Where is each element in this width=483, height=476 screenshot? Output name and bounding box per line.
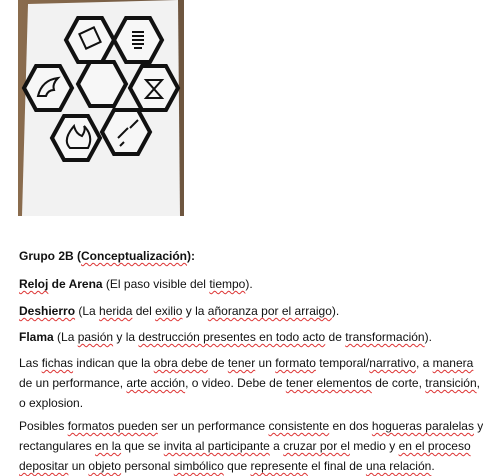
- p1-l2g: ,: [476, 376, 480, 390]
- tile-box: [66, 18, 114, 62]
- tile-wing: [24, 66, 72, 110]
- tile-blank: [78, 62, 126, 106]
- item2-d6: añoranza por el arraigo: [207, 304, 332, 318]
- item3-d5: de: [325, 330, 346, 344]
- p1-l1c: indican que la: [73, 356, 154, 370]
- item3-d7: ).: [424, 330, 432, 344]
- p1-l1e: de: [207, 356, 228, 370]
- item1-name-a: Reloj: [19, 277, 49, 291]
- item2-d2: herida: [99, 304, 133, 318]
- item1-desc-b: tiempo: [209, 277, 246, 291]
- paragraph-fichas: [19, 353, 480, 413]
- item2-d4: exilio: [155, 304, 183, 318]
- p1-l1b: fichas: [41, 356, 74, 370]
- p1-l2a: de un performance,: [19, 376, 127, 390]
- p1-l1d: obra debe: [153, 356, 208, 370]
- tile-flame: [52, 116, 100, 160]
- p2-l3f: que: [223, 459, 251, 473]
- p2-l3h: el final de: [307, 459, 366, 473]
- item2-name: Deshierro: [19, 304, 76, 318]
- tile-chain: [102, 110, 150, 154]
- p2-l3g: represente: [250, 459, 308, 473]
- p2-l2c: que se: [121, 439, 164, 453]
- p2-l3d: personal: [121, 459, 174, 473]
- p1-l1h: formato: [275, 356, 316, 370]
- item3-d4: destrucción presentes en todo acto: [138, 330, 326, 344]
- heading-line: [19, 246, 459, 266]
- item1-desc-a: (El paso visible del: [102, 277, 210, 291]
- p2-l1e: en dos: [329, 419, 372, 433]
- p2-l2h: en el proceso: [398, 439, 471, 453]
- p1-l2f: transición: [425, 376, 477, 390]
- p1-l2c: , o video. Debe de: [185, 376, 286, 390]
- p2-l3b: un: [68, 459, 89, 473]
- p1-l1k: , a: [415, 356, 433, 370]
- p1-l2e: de corte,: [371, 376, 426, 390]
- item2-d3: del: [132, 304, 156, 318]
- item1-name-b: de Arena: [48, 277, 103, 291]
- p2-l2d: invita al participante: [163, 439, 270, 453]
- item-flama: [19, 327, 459, 347]
- item2-d1: (La: [75, 304, 100, 318]
- hexagon-tiles-image: [18, 0, 184, 216]
- p2-l1a: Posibles: [19, 419, 68, 433]
- item2-d7: ).: [331, 304, 340, 318]
- p1-l1i: temporal/: [315, 356, 370, 370]
- item3-d1: (La: [53, 330, 78, 344]
- p2-l1g: y: [473, 419, 483, 433]
- p2-l1f: hogueras paralelas: [371, 419, 474, 433]
- item3-name: Flama: [19, 330, 54, 344]
- p1-l2d: tener elementos: [285, 376, 372, 390]
- p2-l3a: depositar: [19, 459, 69, 473]
- heading-prefix: Grupo 2B (: [19, 249, 81, 263]
- p1-l1a: Las: [19, 356, 42, 370]
- heading-suffix: ):: [187, 249, 196, 263]
- p2-l2a: rectangulares: [19, 439, 96, 453]
- item-deshierro: [19, 301, 459, 321]
- item3-d6: transformación: [345, 330, 425, 344]
- paragraph-formatos: [19, 416, 483, 476]
- p2-l2f: cruzar por el: [283, 439, 350, 453]
- p2-l3c: objeto: [88, 459, 122, 473]
- item3-d2: pasión: [77, 330, 114, 344]
- p1-l1f: tener: [227, 356, 256, 370]
- p2-l1c: ser un performance: [157, 419, 269, 433]
- item3-d3: y la: [113, 330, 139, 344]
- p1-l3: o explosion.: [19, 396, 84, 410]
- p1-l1g: un: [255, 356, 276, 370]
- p1-l2b: arte acción: [126, 376, 186, 390]
- p1-l1j: narrativo: [369, 356, 416, 370]
- p2-l3i: una relación: [365, 459, 432, 473]
- photo-hexagon-tiles: [18, 0, 184, 216]
- item-reloj: [19, 274, 459, 294]
- p2-l3j: .: [431, 459, 435, 473]
- p2-l2g: medio y: [349, 439, 399, 453]
- p2-l2b: en la: [95, 439, 122, 453]
- item1-desc-c: ).: [245, 277, 253, 291]
- p1-l1l: manera: [432, 356, 474, 370]
- p2-l1b: formatos pueden: [67, 419, 158, 433]
- heading-word: Conceptualización: [81, 249, 188, 263]
- p2-l2e: a: [269, 439, 284, 453]
- p2-l1d: consistente: [268, 419, 330, 433]
- p2-l3e: simbólico: [173, 459, 224, 473]
- item2-d5: y la: [182, 304, 208, 318]
